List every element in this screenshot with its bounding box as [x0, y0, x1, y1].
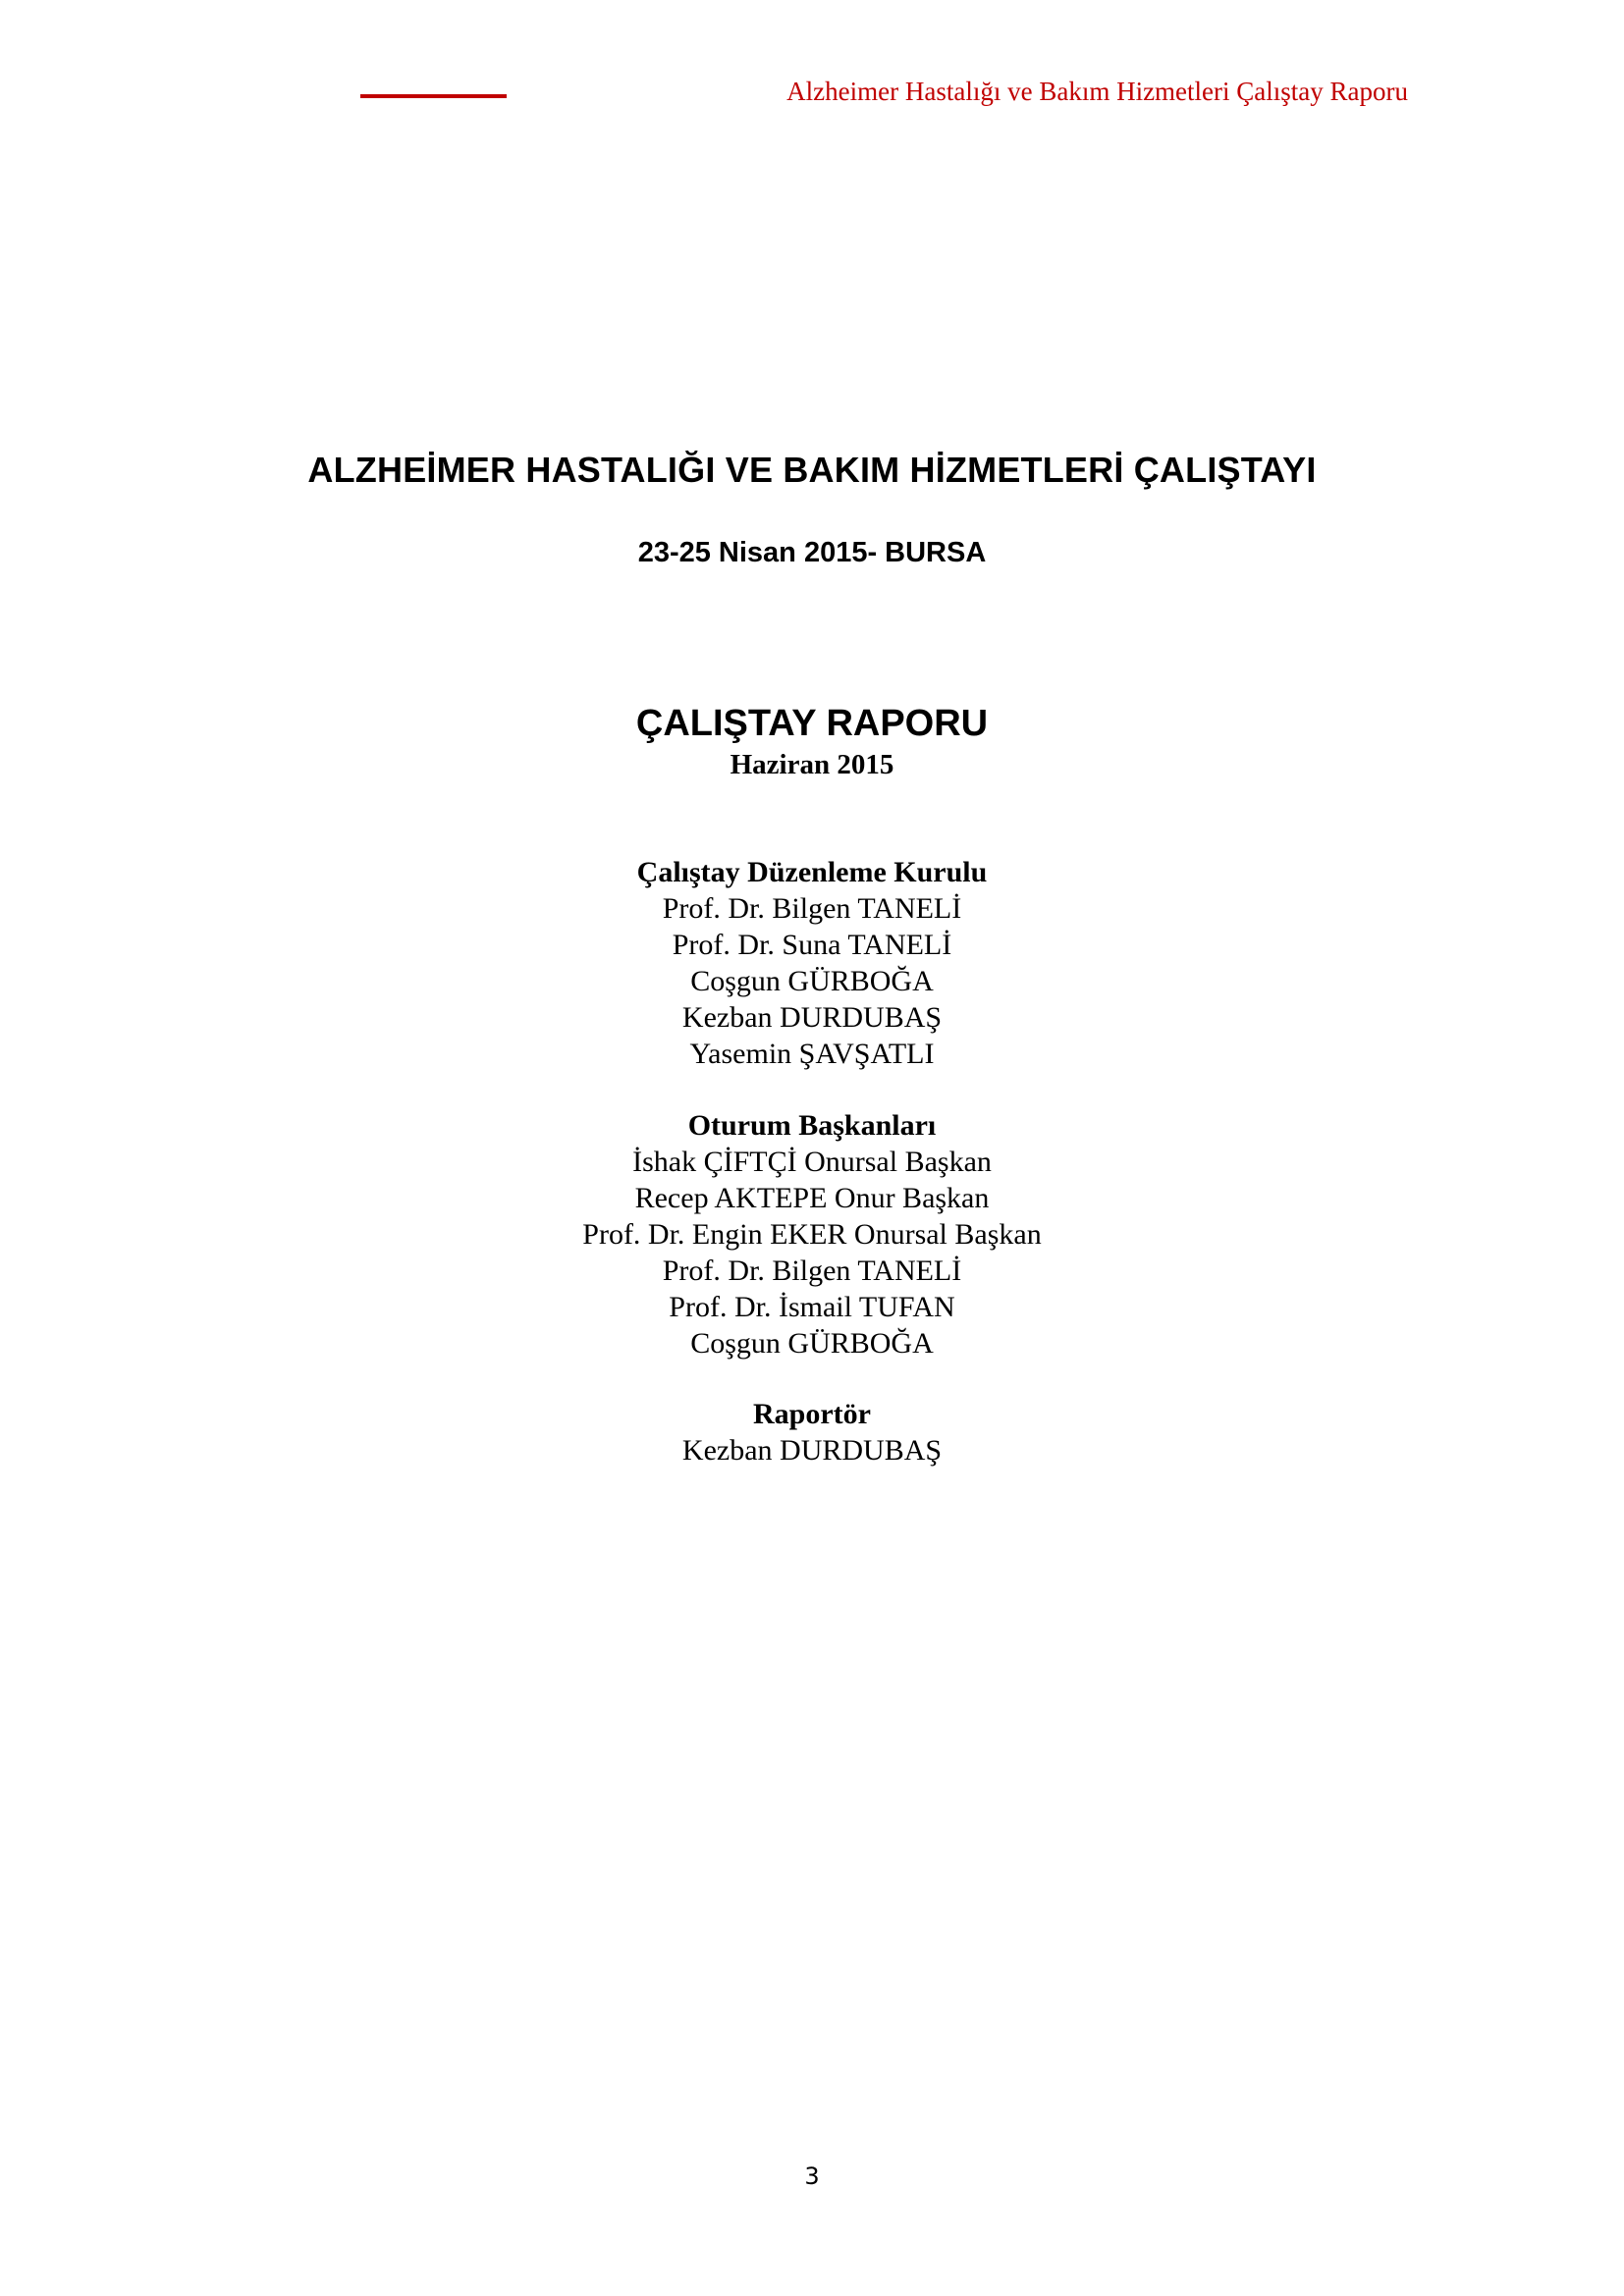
- rapporteur-name: Kezban DURDUBAŞ: [681, 1434, 943, 1467]
- session-chair: İshak ÇİFTÇİ Onursal Başkan: [632, 1146, 992, 1178]
- session-chair: Prof. Dr. İsmail TUFAN: [669, 1291, 955, 1323]
- organizing-committee-section: [0, 854, 1624, 1072]
- event-date-location: 23-25 Nisan 2015- BURSA: [637, 537, 987, 568]
- report-title: ÇALIŞTAY RAPORU: [635, 703, 989, 744]
- session-chair: Prof. Dr. Engin EKER Onursal Başkan: [582, 1218, 1042, 1251]
- header-accent-rule: [360, 94, 507, 98]
- running-header: Alzheimer Hastalığı ve Bakım Hizmetleri Çalıştay Raporu: [786, 77, 1408, 106]
- committee-member: Kezban DURDUBAŞ: [681, 1001, 943, 1034]
- committee-member: Prof. Dr. Bilgen TANELİ: [662, 892, 962, 925]
- committee-member: Coşgun GÜRBOĞA: [690, 965, 934, 997]
- page-number: 3: [804, 2163, 820, 2190]
- session-chair: Prof. Dr. Bilgen TANELİ: [662, 1255, 962, 1287]
- committee-member: Yasemin ŞAVŞATLI: [689, 1038, 935, 1070]
- session-chairs-heading: Oturum Başkanları: [687, 1109, 937, 1142]
- session-chair: Coşgun GÜRBOĞA: [690, 1327, 934, 1360]
- session-chairs-section: [0, 1107, 1624, 1362]
- document-title: ALZHEİMER HASTALIĞI VE BAKIM HİZMETLERİ ÇALIŞTAYI: [307, 450, 1317, 490]
- rapporteur-section: [0, 1396, 1624, 1468]
- session-chair: Recep AKTEPE Onur Başkan: [634, 1182, 990, 1214]
- committee-member: Prof. Dr. Suna TANELİ: [672, 929, 952, 961]
- organizing-committee-heading: Çalıştay Düzenleme Kurulu: [636, 856, 988, 888]
- report-date: Haziran 2015: [730, 749, 894, 780]
- rapporteur-heading: Raportör: [753, 1398, 871, 1430]
